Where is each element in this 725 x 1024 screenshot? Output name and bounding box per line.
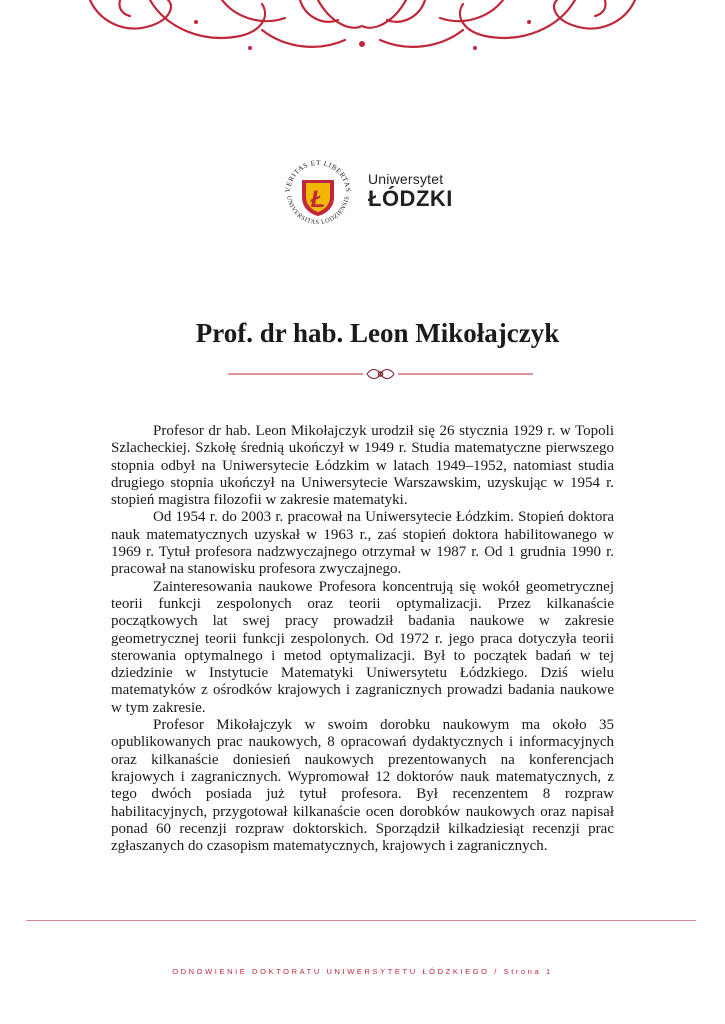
university-logo xyxy=(278,153,468,233)
paragraph: Profesor Mikołajczyk w swoim dorobku naukowym ma około 35 opublikowanych prac naukowych, 8 opracowań dydaktycznych i informacyjnych oraz kilkanaście doniesień naukowych prezentowanych na konferencjach krajowych i zagranicznych. Wypromował 12 doktorów nauk matematycznych, z tego dwóch posiada już tytuł profesora. Był recenzentem 8 rozpraw habilitacyjnych, przygotował kilkanaście ocen dorobków naukowych oraz napisał ponad 60 recenzji rozpraw doktorskich. Sporządził kilkadziesiąt recenzji prac zgłaszanych do czasopism matematycznych, krajowych i zagranicznych. xyxy=(111,717,614,855)
footer-divider xyxy=(26,920,696,921)
title-divider xyxy=(228,364,533,384)
university-name-line1: Uniwersytet xyxy=(368,171,444,187)
seal-text-top: VERITAS ET LIBERTAS xyxy=(283,158,353,193)
university-name-line2: ŁÓDZKI xyxy=(368,186,453,211)
university-name xyxy=(368,171,453,211)
paragraph: Profesor dr hab. Leon Mikołajczyk urodził się 26 stycznia 1929 r. w Topoli Szlacheckiej. Szkołę średnią ukończył w 1949 r. Studia matematyczne pierwszego stopnia odbył na Uniwersytecie Łódzkim w latach 1949–1952, natomiast studia drugiego stopnia ukończył na Uniwersytecie Warszawskim, uzyskując w 1954 r. stopień magistra filozofii w zakresie matematyki. xyxy=(111,423,614,509)
university-seal xyxy=(278,153,358,233)
footer-text: ODNOWIENIE DOKTORATU UNIWERSYTETU ŁÓDZKIEGO / Strona 1 xyxy=(172,967,553,976)
top-ornament xyxy=(0,0,725,60)
seal-text-bottom: UNIVERSITAS LODZIENSIS xyxy=(285,195,351,227)
seal-letter: Ł xyxy=(310,186,326,213)
biography-text xyxy=(111,423,614,855)
page-title: Prof. dr hab. Leon Mikołajczyk xyxy=(195,318,560,348)
paragraph: Zainteresowania naukowe Profesora koncentrują się wokół geometrycznej teorii funkcji zespolonych oraz teorii optymalizacji. Przez kilkanaście początkowych lat swej pracy prowadził badania naukowe w zakresie geometrycznej teorii funkcji zespolonych. Od 1972 r. jego praca dotyczyła teorii sterowania optymalnego i metod optymalizacji. Był to początek badań w tej dziedzinie w Instytucie Matematyki Uniwersytetu Łódzkiego. Dziś wielu matematyków z ośrodków krajowych i zagranicznych prowadzi badania naukowe w tym zakresie. xyxy=(111,578,614,716)
paragraph: Od 1954 r. do 2003 r. pracował na Uniwersytecie Łódzkim. Stopień doktora nauk matematycznych uzyskał w 1963 r., zaś stopień doktora habilitowanego w 1969 r. Tytuł profesora nadzwyczajnego otrzymał w 1987 r. Od 1 grudnia 1990 r. pracował na stanowisku profesora zwyczajnego. xyxy=(111,509,614,578)
